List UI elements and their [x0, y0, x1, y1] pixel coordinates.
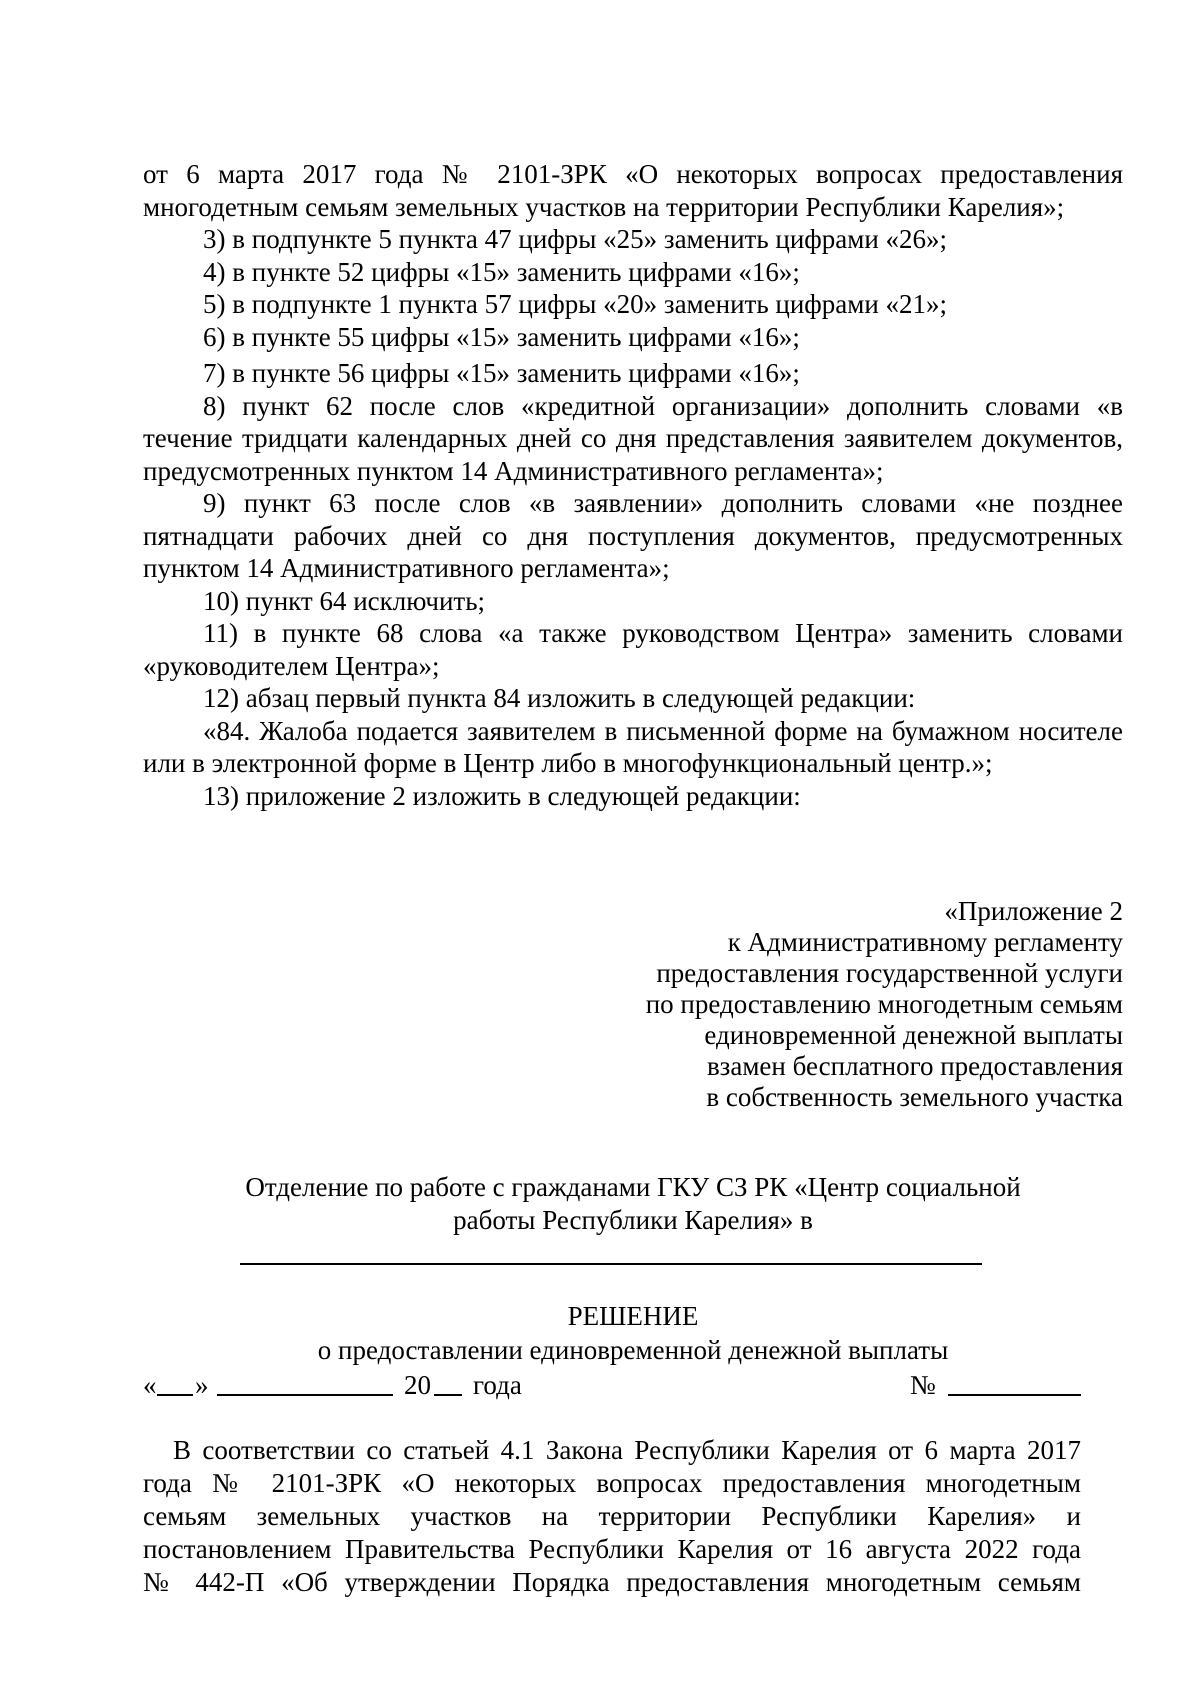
- organization-line: Отделение по работе с гражданами ГКУ СЗ РК «Центр социальной: [245, 1172, 1021, 1202]
- organization-line: работы Республики Карелия» в: [453, 1205, 813, 1235]
- month-blank: [217, 1368, 393, 1405]
- date-number-row: [143, 1367, 1081, 1403]
- paragraph: 12) абзац первый пункта 84 изложить в следующей редакции:: [203, 683, 916, 713]
- appendix-line: предоставления государственной услуги: [656, 958, 1123, 988]
- paragraph: 4) в пункте 52 цифры «15» заменить цифрами «16»;: [203, 256, 800, 287]
- paragraph: 5) в подпункте 1 пункта 57 цифры «20» заменить цифрами «21»;: [203, 289, 948, 319]
- preamble-line: постановлением Правительства Республики Карелия от 16 августа 2022 года: [143, 1534, 1081, 1564]
- decision-preamble: [143, 1434, 1081, 1599]
- preamble-line: семьям земельных участков на территории Республики Карелия» и: [143, 1501, 1081, 1531]
- paragraph: 6) в пункте 55 цифры «15» заменить цифрами «16»;: [203, 321, 800, 352]
- organization-heading: [143, 1171, 1123, 1237]
- decision-subtitle: о предоставлении единовременной денежной выплаты: [317, 1335, 949, 1365]
- paragraph: от 6 марта 2017 года № 2101-ЗРК «О некоторых вопросах предоставления многодетным семьям земельных участков на территории Республики Карелия»;: [143, 159, 1123, 222]
- paragraph: 7) в пункте 56 цифры «15» заменить цифрами «16»;: [203, 358, 800, 388]
- day-blank: [157, 1368, 193, 1405]
- paragraph: 10) пункт 64 исключить;: [203, 585, 486, 616]
- paragraph: «84. Жалоба подается заявителем в письменной форме на бумажном носителе или в электронной форме в Центр либо в многофункциональный центр.»;: [143, 715, 1123, 778]
- appendix-header: [600, 896, 1123, 1113]
- year-blank: [434, 1368, 462, 1405]
- paragraph: 3) в подпункте 5 пункта 47 цифры «25» заменить цифрами «26»;: [203, 224, 948, 254]
- appendix-line: «Приложение 2: [944, 896, 1123, 926]
- preamble-line: № 442-П «Об утверждении Порядка предоставления многодетным семьям: [143, 1567, 1081, 1597]
- number-blank: [948, 1368, 1081, 1405]
- number-sign: №: [910, 1370, 936, 1400]
- paragraph: 9) пункт 63 после слов «в заявлении» дополнить словами «не позднее пятнадцати рабочих дней со дня поступления документов, предусмотренных пунктом 14 Административного регламента»;: [143, 488, 1123, 583]
- paragraph: 11) в пункте 68 слова «а также руководством Центра» заменить словами «руководителем Центра»;: [143, 618, 1123, 681]
- appendix-line: к Административному регламенту: [727, 927, 1123, 957]
- appendix-line: взамен бесплатного предоставления: [706, 1051, 1123, 1081]
- organization-blank-line: [240, 1263, 982, 1265]
- paragraph: 13) приложение 2 изложить в следующей редакции:: [203, 780, 801, 811]
- appendix-line: единовременной денежной выплаты: [704, 1020, 1123, 1050]
- decision-title: РЕШЕНИЕ: [567, 1301, 699, 1331]
- amendments-text: [143, 158, 1123, 812]
- paragraph: 8) пункт 62 после слов «кредитной организации» дополнить словами «в течение тридцати календарных дней со дня представления заявителем документов, предусмотренных пунктом 14 Административного регламента»;: [143, 390, 1123, 486]
- preamble-line: В соответствии со статьей 4.1 Закона Республики Карелия от 6 марта 2017: [173, 1435, 1081, 1465]
- year-suffix: года: [473, 1370, 522, 1400]
- date-open-quote: «: [143, 1370, 157, 1400]
- appendix-line: по предоставлению многодетным семьям: [645, 989, 1123, 1019]
- preamble-line: года № 2101-ЗРК «О некоторых вопросах предоставления многодетным: [143, 1468, 1081, 1498]
- appendix-line: в собственность земельного участка: [706, 1082, 1123, 1112]
- year-prefix: 20: [404, 1370, 431, 1400]
- date-close-quote: »: [195, 1370, 209, 1400]
